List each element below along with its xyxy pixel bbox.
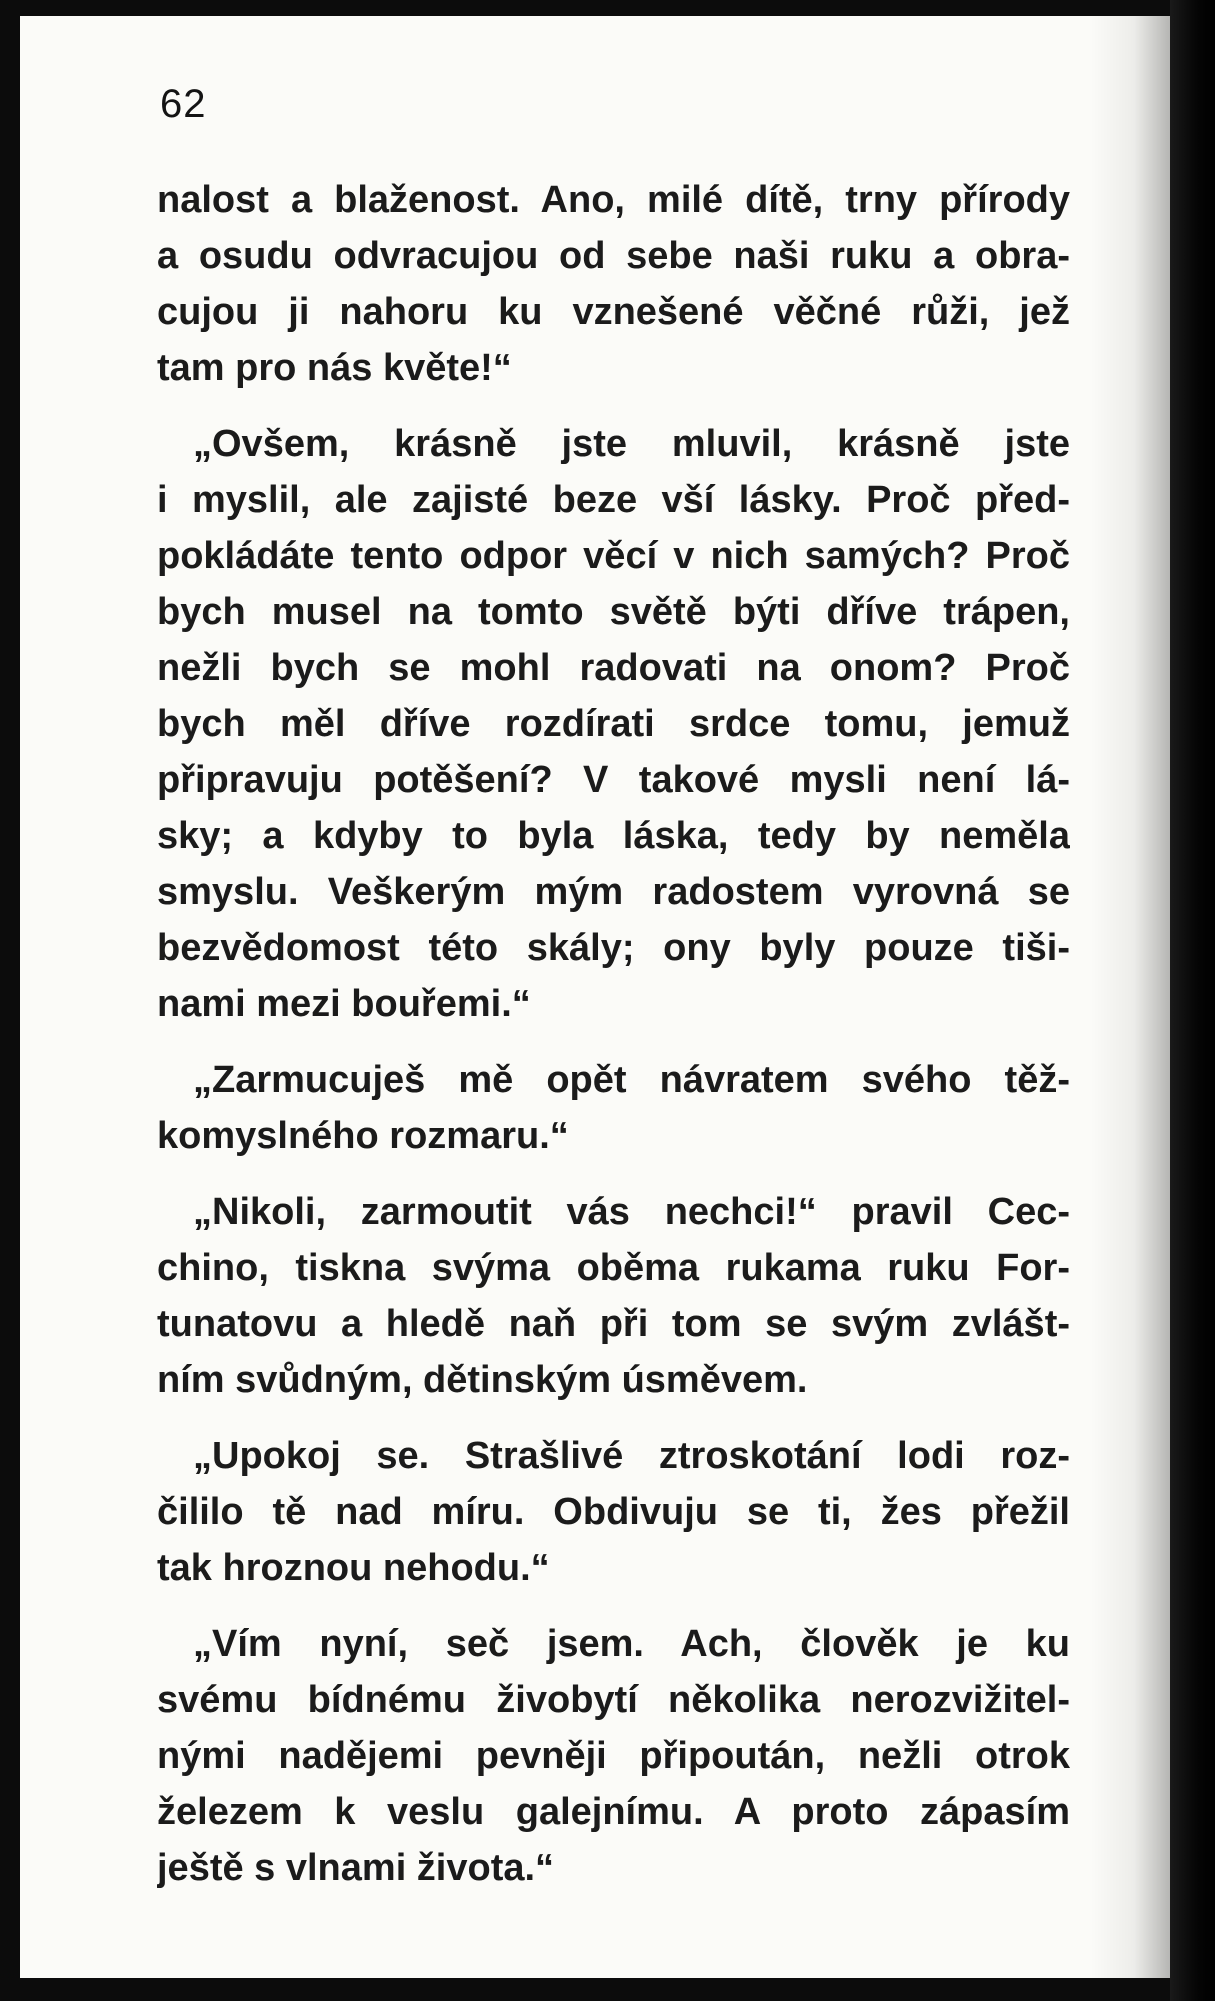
text-line: ním svůdným, dětinským úsměvem. bbox=[157, 1359, 808, 1401]
text-line: připravuju potěšení? V takové mysli není lá- bbox=[157, 759, 1070, 801]
text-line: tak hroznou nehodu.“ bbox=[157, 1547, 550, 1589]
text-line: i myslil, ale zajisté beze vší lásky. Proč před- bbox=[157, 479, 1070, 521]
text-line: nými nadějemi pevněji připoután, nežli otrok bbox=[157, 1735, 1070, 1777]
text-line: čililo tě nad míru. Obdivuju se ti, žes přežil bbox=[157, 1491, 1070, 1533]
text-line: cujou ji nahoru ku vznešené věčné růži, jež bbox=[157, 291, 1070, 333]
page-gutter-shadow bbox=[1090, 16, 1170, 1978]
body-text bbox=[157, 172, 1070, 1916]
text-line: a osudu odvracujou od sebe naši ruku a obra- bbox=[157, 235, 1070, 277]
text-line: sky; a kdyby to byla láska, tedy by neměla bbox=[157, 815, 1070, 857]
text-line: „Vím nyní, seč jsem. Ach, člověk je ku bbox=[193, 1623, 1070, 1665]
text-line: chino, tiskna svýma oběma rukama ruku For- bbox=[157, 1247, 1070, 1289]
page-number: 62 bbox=[160, 82, 207, 126]
paragraph bbox=[157, 1184, 1070, 1408]
text-line: „Nikoli, zarmoutit vás nechci!“ pravil Cec- bbox=[193, 1191, 1070, 1233]
text-line: svému bídnému živobytí několika nerozvižitel- bbox=[157, 1679, 1070, 1721]
text-line: „Zarmucuješ mě opět návratem svého těž- bbox=[193, 1059, 1070, 1101]
text-line: smyslu. Veškerým mým radostem vyrovná se bbox=[157, 871, 1070, 913]
paragraph bbox=[157, 1428, 1070, 1596]
paragraph bbox=[157, 1052, 1070, 1164]
paragraph bbox=[157, 416, 1070, 1032]
book-spine-edge bbox=[1170, 0, 1215, 2001]
text-line: železem k veslu galejnímu. A proto zápasím bbox=[157, 1791, 1070, 1833]
paragraph bbox=[157, 172, 1070, 396]
text-line: nalost a blaženost. Ano, milé dítě, trny přírody bbox=[157, 179, 1070, 221]
text-line: „Upokoj se. Strašlivé ztroskotání lodi roz- bbox=[193, 1435, 1070, 1477]
text-line: komyslného rozmaru.“ bbox=[157, 1115, 569, 1157]
paragraph bbox=[157, 1616, 1070, 1896]
text-line: tunatovu a hledě naň při tom se svým zvlášt- bbox=[157, 1303, 1070, 1345]
text-line: bych měl dříve rozdírati srdce tomu, jemuž bbox=[157, 703, 1070, 745]
text-line: bych musel na tomto světě býti dříve trápen, bbox=[157, 591, 1070, 633]
text-line: bezvědomost této skály; ony byly pouze tiši- bbox=[157, 927, 1070, 969]
text-line: ještě s vlnami života.“ bbox=[157, 1847, 555, 1889]
text-line: „Ovšem, krásně jste mluvil, krásně jste bbox=[193, 423, 1070, 465]
text-line: tam pro nás květe!“ bbox=[157, 347, 512, 389]
text-line: nami mezi bouřemi.“ bbox=[157, 983, 531, 1025]
text-line: pokládáte tento odpor věcí v nich samých? Proč bbox=[157, 535, 1070, 577]
text-line: nežli bych se mohl radovati na onom? Proč bbox=[157, 647, 1070, 689]
